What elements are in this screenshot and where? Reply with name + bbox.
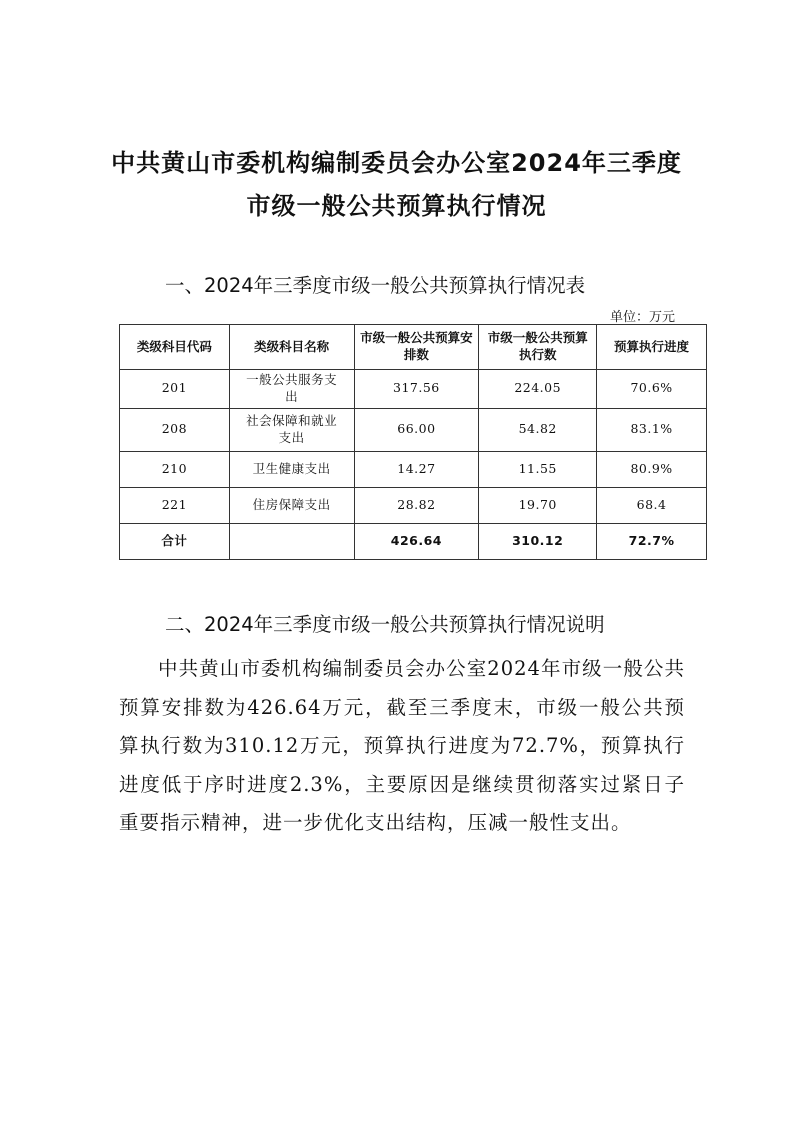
table-row — [120, 370, 707, 409]
total-budget: 426.64 — [354, 523, 479, 559]
total-name — [229, 523, 354, 559]
cell-budget: 317.56 — [354, 370, 479, 409]
cell-code: 208 — [120, 408, 230, 451]
table-row — [120, 487, 707, 523]
document-title-line2: 市级一般公共预算执行情况 — [246, 192, 547, 220]
cell-budget: 66.00 — [354, 408, 479, 451]
header-budget: 市级一般公共预算安排数 — [354, 325, 479, 370]
header-executed: 市级一般公共预算执行数 — [479, 325, 597, 370]
header-code: 类级科目代码 — [120, 325, 230, 370]
cell-executed: 11.55 — [479, 451, 597, 487]
cell-progress: 80.9% — [597, 451, 707, 487]
cell-code: 210 — [120, 451, 230, 487]
cell-code: 221 — [120, 487, 230, 523]
cell-executed: 19.70 — [479, 487, 597, 523]
cell-budget: 14.27 — [354, 451, 479, 487]
total-label: 合计 — [120, 523, 230, 559]
unit-label: 单位：万元 — [609, 310, 675, 325]
cell-name: 住房保障支出 — [229, 487, 354, 523]
cell-progress: 70.6% — [597, 370, 707, 409]
document-title-line1: 中共黄山市委机构编制委员会办公室2024年三季度 — [111, 149, 682, 177]
table-row — [120, 408, 707, 451]
cell-budget: 28.82 — [354, 487, 479, 523]
cell-code: 201 — [120, 370, 230, 409]
table-header-row — [120, 325, 707, 370]
section2-heading: 二、2024年三季度市级一般公共预算执行情况说明 — [165, 613, 605, 636]
header-name: 类级科目名称 — [229, 325, 354, 370]
budget-table — [119, 324, 707, 560]
cell-progress: 83.1% — [597, 408, 707, 451]
cell-name: 一般公共服务支出 — [229, 370, 354, 409]
cell-name: 卫生健康支出 — [229, 451, 354, 487]
cell-executed: 54.82 — [479, 408, 597, 451]
explanation-paragraph: 中共黄山市委机构编制委员会办公室2024年市级一般公共预算安排数为426.64万元，截至三季度末，市级一般公共预算执行数为310.12万元，预算执行进度为72.7%，预算执行进度低于序时进度2.3%，主要原因是继续贯彻落实过紧日子重要指示精神，进一步优化支出结构，压减一般性支出。 — [119, 657, 685, 834]
cell-progress: 68.4 — [597, 487, 707, 523]
total-progress: 72.7% — [597, 523, 707, 559]
header-progress: 预算执行进度 — [597, 325, 707, 370]
section1-heading: 一、2024年三季度市级一般公共预算执行情况表 — [165, 274, 586, 297]
total-executed: 310.12 — [479, 523, 597, 559]
table-row — [120, 451, 707, 487]
cell-executed: 224.05 — [479, 370, 597, 409]
table-total-row — [120, 523, 707, 559]
cell-name: 社会保障和就业支出 — [229, 408, 354, 451]
